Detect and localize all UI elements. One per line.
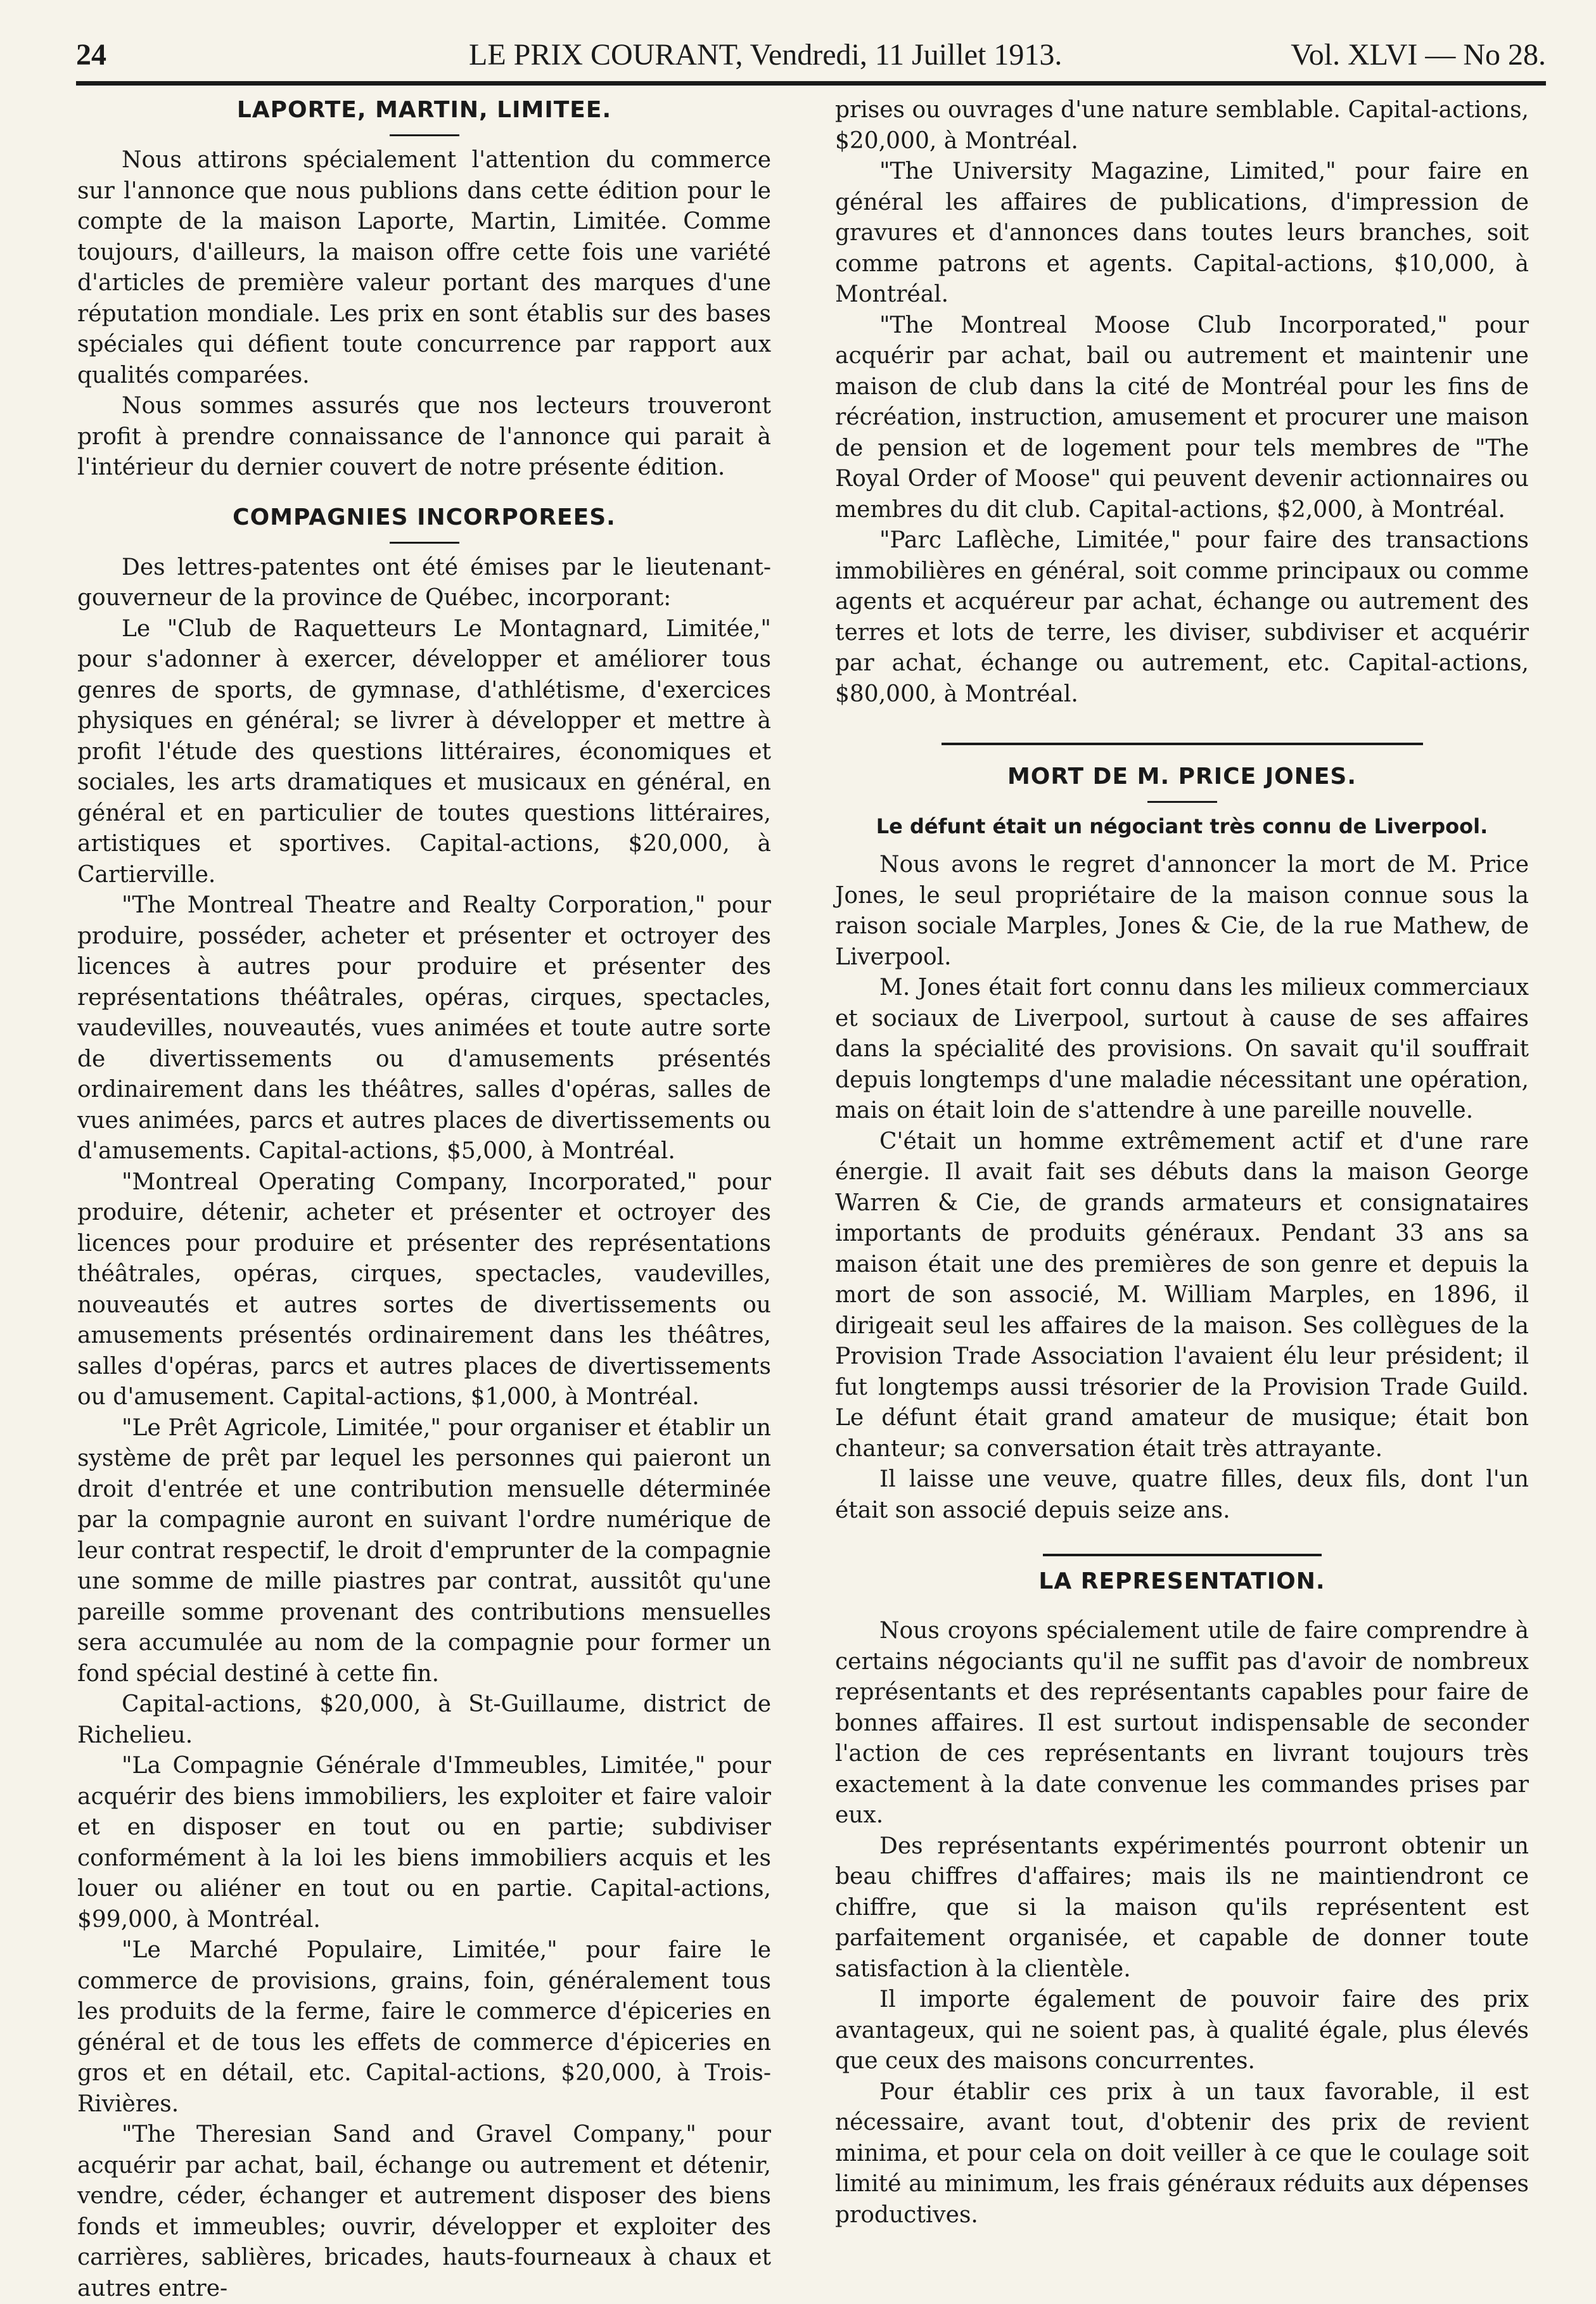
compagnies-paragraph-3: "The Montreal Theatre and Realty Corporation," pour produire, posséder, acheter et présenter et octroyer des licences à autres pour produire et présenter des représentations théâtrales, opéras, cirques, spectacles, vaudevilles, nouveautés, vues animées et toute autre sorte de divertissements ou d'amusements présentés ordinairement dans les théâtres, salles d'opéras, salles de vues animées, parcs et autres places de divertissements ou d'amusements. Capital-actions, $5,000, à Montréal. (77, 892, 771, 1164)
laporte-paragraph-1: Nous attirons spécialement l'attention du commerce sur l'annonce que nous publions dans cette édition pour le compte de la maison Laporte, Martin, Limitée. Comme toujours, d'ailleurs, la maison offre cette fois une variété d'articles de première valeur portant des marques d'une réputation mondiale. Les prix en sont établis sur des bases spéciales qui défient toute concurrence par rapport aux qualités comparées. (77, 147, 771, 388)
compagnies-paragraph-4: "Montreal Operating Company, Incorporated," pour produire, détenir, acheter et présenter et octroyer des licences pour produire et présenter des représentations théâtrales, opéras, cirques, spectacles, vaudevilles, nouveautés et autres sortes de divertissements ou amusements présentés ordinairement dans les théâtres, salles d'opéras, parcs et autres places de divertissements ou d'amusement. Capital-actions, $1,000, à Montréal. (77, 1168, 771, 1410)
representation-paragraph-1: Nous croyons spécialement utile de faire comprendre à certains négociants qu'il ne suffit pas d'avoir de nombreux représentants et des représentants capables pour faire de bonnes affaires. Il est surtout indispensable de seconder l'action de ces représentants en livrant toujours très exactement à la date convenue les commandes prises par eux. (835, 1618, 1529, 1828)
section-divider (942, 743, 1423, 745)
representation-heading: LA REPRESENTATION. (1038, 1568, 1325, 1594)
section-divider (1043, 1554, 1322, 1556)
compagnies-paragraph-8: "Le Marché Populaire, Limitée," pour faire le commerce de provisions, grains, foin, généralement tous les produits de la ferme, faire le commerce d'épiceries en général et de tous les effets de commerce d'épiceries en gros et en détail, etc. Capital-actions, $20,000, à Trois-Rivières. (77, 1937, 771, 2117)
page-number: 24 (76, 38, 106, 72)
mort-heading: MORT DE M. PRICE JONES. (1007, 764, 1357, 790)
mort-paragraph-2: M. Jones était fort connu dans les milieux commerciaux et sociaux de Liverpool, surtout à cause de ses affaires dans la spécialité des provisions. On savait qu'il souffrait depuis longtemps d'une maladie nécessitant une opération, mais on était loin de s'attendre à une pareille nouvelle. (835, 975, 1529, 1123)
representation-paragraph-2: Des représentants expérimentés pourront obtenir un beau chiffres d'affaires; mais ils ne maintiendront ce chiffre, que si la maison qu'ils représentent est parfaitement organisée, et capable de donner toute satisfaction à la clientèle. (835, 1833, 1529, 1982)
mort-paragraph-1: Nous avons le regret d'annoncer la mort de M. Price Jones, le seul propriétaire de la maison connue sous la raison sociale Marples, Jones & Cie, de la rue Mathew, de Liverpool. (835, 852, 1529, 970)
continuation-paragraph-3: "The Montreal Moose Club Incorporated," pour acquérir par achat, bail ou autrement et maintenir une maison de club dans la cité de Montréal pour les fins de récréation, instruction, amusement et procurer une maison de pension et de logement pour tels membres de "The Royal Order of Moose" qui peuvent devenir actionnaires ou membres du dit club. Capital-actions, $2,000, à Montréal. (835, 312, 1529, 523)
laporte-heading: LAPORTE, MARTIN, LIMITEE. (236, 97, 612, 123)
representation-paragraph-4: Pour établir ces prix à un taux favorable, il est nécessaire, avant tout, d'obtenir des prix de revient minima, et pour cela on doit veiller à ce que le coulage soit limité au minimum, les frais généraux réduits aux dépenses productives. (835, 2078, 1529, 2228)
mort-paragraph-4: Il laisse une veuve, quatre filles, deux fils, dont l'un était son associé depuis seize ans. (835, 1466, 1529, 1523)
compagnies-paragraph-5: "Le Prêt Agricole, Limitée," pour organiser et établir un système de prêt par lequel les personnes qui paieront un droit d'entrée et une contribution mensuelle déterminée par la compagnie auront en suivant l'ordre numérique de leur contrat respectif, le droit d'emprunter de la compagnie une somme de mille piastres par contrat, aussitôt qu'une pareille somme provenant des contributions mensuelles sera accumulée au nom de la compagnie pour former un fond spécial destiné à cette fin. (77, 1414, 771, 1687)
continuation-paragraph-1: prises ou ouvrages d'une nature semblable. Capital-actions, $20,000, à Montréal. (835, 97, 1529, 154)
representation-paragraph-3: Il importe également de pouvoir faire des prix avantageux, qui ne soient pas, à qualité égale, plus élevés que ceux des maisons concurrentes. (835, 1987, 1529, 2074)
continuation-paragraph-4: "Parc Laflèche, Limitée," pour faire des transactions immobilières en général, soit comme principaux ou comme agents et acquéreur par achat, échange ou autrement des terres et lots de terre, les diviser, subdiviser et acquérir par achat, échange ou autrement, etc. Capital-actions, $80,000, à Montréal. (835, 527, 1529, 707)
compagnies-heading: COMPAGNIES INCORPOREES. (233, 504, 616, 530)
laporte-paragraph-2: Nous sommes assurés que nos lecteurs trouveront profit à prendre connaissance de l'annonce qui parait à l'intérieur du dernier couvert de notre présente édition. (77, 393, 771, 480)
divider (390, 542, 459, 544)
continuation-paragraph-2: "The University Magazine, Limited," pour faire en général les affaires de publications, d'impression de gravures et d'annonces dans toutes leurs branches, soit comme patrons et agents. Capital-actions, $10,000, à Montréal. (835, 158, 1529, 307)
compagnies-paragraph-1: Des lettres-patentes ont été émises par le lieutenant-gouverneur de la province de Québec, incorporant: (77, 554, 771, 611)
divider (1147, 801, 1217, 803)
page-header (76, 33, 1546, 77)
mort-paragraph-3: C'était un homme extrêmement actif et d'une rare énergie. Il avait fait ses débuts dans la maison George Warren & Cie, de grands armateurs et consignataires importants de produits généraux. Pendant 33 ans sa maison était une des premières de son genre et depuis la mort de son associé, M. William Marples, en 1896, il dirigeait seul les affaires de la maison. Ses collègues de la Provision Trade Association l'avaient élu leur président; il fut longtemps aussi trésorier de la Provision Trade Guild. Le défunt était grand amateur de musique; était bon chanteur; sa conversation était très attrayante. (835, 1128, 1529, 1462)
compagnies-paragraph-6: Capital-actions, $20,000, à St-Guillaume, district de Richelieu. (77, 1691, 771, 1748)
header-rule (76, 81, 1546, 86)
compagnies-paragraph-9: "The Theresian Sand and Gravel Company," pour acquérir par achat, bail, échange ou autrement et détenir, vendre, céder, échanger et autrement disposer des biens fonds et immeubles; ouvrir, développer et exploiter des carrières, sablières, bricades, hauts-fourneaux à chaux et autres entre- (77, 2122, 771, 2301)
right-column (835, 95, 1529, 2230)
masthead-title: LE PRIX COURANT, Vendredi, 11 Juillet 1913. (469, 38, 1063, 72)
compagnies-paragraph-7: "La Compagnie Générale d'Immeubles, Limitée," pour acquérir des biens immobiliers, les exploiter et faire valoir et en disposer en tout ou en partie; subdiviser conformément à la loi les biens immobiliers acquis et les louer ou aliéner en tout ou en partie. Capital-actions, $99,000, à Montréal. (77, 1753, 771, 1933)
divider (390, 134, 459, 136)
mort-subheading: Le défunt était un négociant très connu de Liverpool. (876, 814, 1488, 838)
left-column (77, 95, 771, 2304)
volume-number: Vol. XLVI — No 28. (1291, 38, 1546, 72)
compagnies-paragraph-2: Le "Club de Raquetteurs Le Montagnard, Limitée," pour s'adonner à exercer, développer et améliorer tous genres de sports, de gymnase, d'athlétisme, d'exercices physiques en général; se livrer à développer et mettre à profit l'étude des questions littéraires, économiques et sociales, les arts dramatiques et musicaux en général, en général et en particulier de toutes questions littéraires, artistiques et sportives. Capital-actions, $20,000, à Cartierville. (77, 615, 771, 888)
